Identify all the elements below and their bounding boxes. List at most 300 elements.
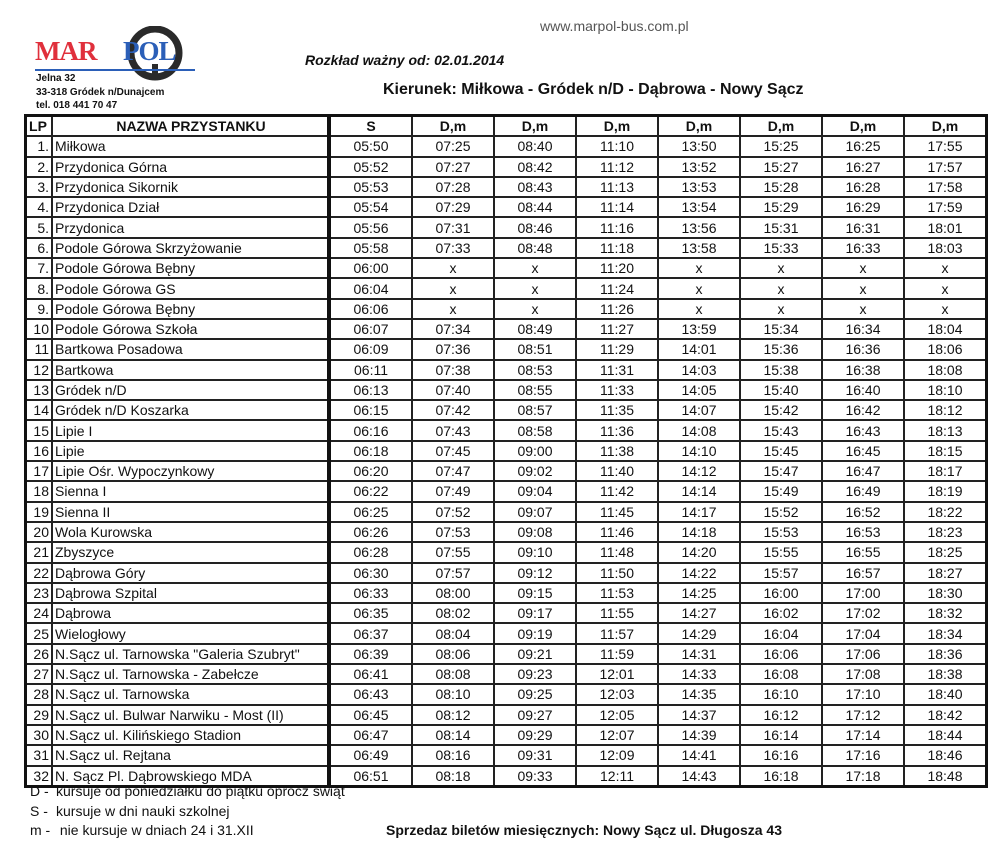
departure-time: 16:43 [822,420,904,440]
stop-name: N.Sącz ul. Bulwar Narwiku - Most (II) [52,705,329,725]
table-row [26,258,987,278]
stop-name: Sienna II [52,502,329,522]
departure-time: 05:50 [329,136,412,156]
departure-time: 08:04 [412,623,494,643]
departure-time: x [904,278,987,298]
table-row [26,278,987,298]
stop-number: 28 [26,684,53,704]
stop-name: Bartkowa [52,360,329,380]
header-departure-column: D,m [412,116,494,137]
departure-time: 18:13 [904,420,987,440]
departure-time: 08:12 [412,705,494,725]
departure-time: 09:08 [494,522,576,542]
departure-time: 08:55 [494,380,576,400]
departure-time: 06:20 [329,461,412,481]
departure-time: 18:34 [904,623,987,643]
stop-number: 11 [26,339,53,359]
departure-time: 08:00 [412,583,494,603]
departure-time: 07:28 [412,177,494,197]
table-row [26,542,987,562]
departure-time: 08:46 [494,217,576,237]
header-departure-column: D,m [904,116,987,137]
departure-time: 17:06 [822,644,904,664]
departure-time: 15:53 [740,522,822,542]
departure-time: 17:14 [822,725,904,745]
departure-time: 16:27 [822,157,904,177]
departure-time: 16:28 [822,177,904,197]
legend-key: S - [30,803,48,819]
departure-time: 11:38 [576,441,658,461]
stop-number: 14 [26,400,53,420]
departure-time: 16:18 [740,766,822,787]
timetable [24,114,988,788]
header-departure-column: S [329,116,412,137]
departure-time: 17:16 [822,745,904,765]
departure-time: 17:10 [822,684,904,704]
departure-time: 09:33 [494,766,576,787]
stop-name: Gródek n/D Koszarka [52,400,329,420]
departure-time: 18:36 [904,644,987,664]
departure-time: 11:57 [576,623,658,643]
departure-time: 11:48 [576,542,658,562]
departure-time: 09:07 [494,502,576,522]
departure-time: 18:48 [904,766,987,787]
table-row [26,157,987,177]
departure-time: 14:03 [658,360,740,380]
departure-time: 09:10 [494,542,576,562]
stop-name: Lipie [52,441,329,461]
departure-time: 12:09 [576,745,658,765]
departure-time: 06:30 [329,563,412,583]
departure-time: 11:31 [576,360,658,380]
departure-time: 14:01 [658,339,740,359]
departure-time: 15:25 [740,136,822,156]
departure-time: 08:18 [412,766,494,787]
table-row [26,136,987,156]
table-row [26,725,987,745]
departure-time: 11:24 [576,278,658,298]
table-row [26,299,987,319]
stop-name: Sienna I [52,481,329,501]
table-row [26,197,987,217]
departure-time: 07:47 [412,461,494,481]
departure-time: 14:14 [658,481,740,501]
stop-name: Gródek n/D [52,380,329,400]
table-row [26,380,987,400]
departure-time: 06:49 [329,745,412,765]
departure-time: 15:49 [740,481,822,501]
departure-time: 08:42 [494,157,576,177]
departure-time: 17:00 [822,583,904,603]
tickets-note: Sprzedaz biletów miesięcznych: Nowy Sącz ul. Długosza 43 [386,822,782,838]
departure-time: 18:30 [904,583,987,603]
departure-time: 08:08 [412,664,494,684]
departure-time: 17:55 [904,136,987,156]
stop-number: 26 [26,644,53,664]
header-departure-column: D,m [658,116,740,137]
address-city: 33-318 Gródek n/Dunajcem [36,87,165,98]
departure-time: x [658,258,740,278]
departure-time: 06:18 [329,441,412,461]
departure-time: x [658,278,740,298]
header-lp: LP [26,116,53,137]
departure-time: 06:51 [329,766,412,787]
departure-time: 08:49 [494,319,576,339]
table-row [26,745,987,765]
departure-time: 12:07 [576,725,658,745]
departure-time: 07:57 [412,563,494,583]
departure-time: 06:09 [329,339,412,359]
departure-time: 16:49 [822,481,904,501]
departure-time: 06:37 [329,623,412,643]
departure-time: 18:04 [904,319,987,339]
table-row [26,502,987,522]
departure-time: 06:16 [329,420,412,440]
stop-number: 32 [26,766,53,787]
departure-time: 05:58 [329,238,412,258]
departure-time: 14:18 [658,522,740,542]
stop-name: Podole Górowa Bębny [52,258,329,278]
departure-time: 16:52 [822,502,904,522]
departure-time: 18:03 [904,238,987,258]
departure-time: x [412,299,494,319]
stop-number: 19 [26,502,53,522]
route-direction: Kierunek: Miłkowa - Gródek n/D - Dąbrowa - Nowy Sącz [383,81,804,98]
departure-time: 16:29 [822,197,904,217]
legend-item-d [30,783,345,799]
departure-time: 07:25 [412,136,494,156]
departure-time: 08:10 [412,684,494,704]
departure-time: 09:04 [494,481,576,501]
address-street: Jelna 32 [36,73,76,84]
departure-time: 15:42 [740,400,822,420]
departure-time: 16:38 [822,360,904,380]
timetable-header-row [26,116,987,137]
stop-name: Lipie Ośr. Wypoczynkowy [52,461,329,481]
departure-time: 08:51 [494,339,576,359]
header-departure-column: D,m [740,116,822,137]
departure-time: 16:33 [822,238,904,258]
departure-time: x [740,278,822,298]
departure-time: 11:42 [576,481,658,501]
departure-time: 11:16 [576,217,658,237]
departure-time: 07:33 [412,238,494,258]
departure-time: 18:46 [904,745,987,765]
table-row [26,238,987,258]
stop-number: 7. [26,258,53,278]
stop-name: Przydonica Górna [52,157,329,177]
departure-time: 07:36 [412,339,494,359]
table-row [26,705,987,725]
departure-time: 14:07 [658,400,740,420]
departure-time: 15:34 [740,319,822,339]
departure-time: 06:41 [329,664,412,684]
departure-time: 08:44 [494,197,576,217]
departure-time: 11:14 [576,197,658,217]
departure-time: 15:33 [740,238,822,258]
departure-time: 09:12 [494,563,576,583]
departure-time: 11:33 [576,380,658,400]
departure-time: 07:53 [412,522,494,542]
departure-time: 06:33 [329,583,412,603]
departure-time: 09:27 [494,705,576,725]
stop-name: Podole Górowa GS [52,278,329,298]
departure-time: 14:27 [658,603,740,623]
departure-time: 06:47 [329,725,412,745]
departure-time: 11:55 [576,603,658,623]
departure-time: 18:25 [904,542,987,562]
departure-time: 06:43 [329,684,412,704]
departure-time: 06:00 [329,258,412,278]
departure-time: 07:52 [412,502,494,522]
stop-name: N.Sącz ul. Kilińskiego Stadion [52,725,329,745]
stop-name: Lipie I [52,420,329,440]
departure-time: 16:12 [740,705,822,725]
departure-time: 05:54 [329,197,412,217]
stop-name: N. Sącz Pl. Dąbrowskiego MDA [52,766,329,787]
departure-time: 18:32 [904,603,987,623]
departure-time: 16:25 [822,136,904,156]
departure-time: 09:19 [494,623,576,643]
departure-time: 11:26 [576,299,658,319]
departure-time: 15:29 [740,197,822,217]
departure-time: 16:47 [822,461,904,481]
departure-time: 14:37 [658,705,740,725]
header-departure-column: D,m [822,116,904,137]
departure-time: 13:54 [658,197,740,217]
departure-time: 07:29 [412,197,494,217]
stop-name: Podole Górowa Bębny [52,299,329,319]
table-row [26,360,987,380]
departure-time: 13:58 [658,238,740,258]
departure-time: 08:16 [412,745,494,765]
departure-time: 11:36 [576,420,658,440]
departure-time: 18:15 [904,441,987,461]
departure-time: 08:58 [494,420,576,440]
website-link[interactable]: www.marpol-bus.com.pl [540,18,689,34]
departure-time: x [494,278,576,298]
departure-time: 18:38 [904,664,987,684]
departure-time: 11:10 [576,136,658,156]
departure-time: 14:43 [658,766,740,787]
stop-number: 10 [26,319,53,339]
departure-time: 07:42 [412,400,494,420]
departure-time: 08:06 [412,644,494,664]
departure-time: 14:08 [658,420,740,440]
stop-name: N.Sącz ul. Rejtana [52,745,329,765]
stop-number: 29 [26,705,53,725]
table-row [26,481,987,501]
table-row [26,319,987,339]
departure-time: 07:38 [412,360,494,380]
departure-time: 15:55 [740,542,822,562]
stop-number: 25 [26,623,53,643]
legend-text: kursuje w dni nauki szkolnej [56,803,230,819]
stop-number: 27 [26,664,53,684]
departure-time: 06:22 [329,481,412,501]
departure-time: 14:10 [658,441,740,461]
departure-time: 07:27 [412,157,494,177]
departure-time: 18:27 [904,563,987,583]
departure-time: 18:22 [904,502,987,522]
legend-text: kursuje od poniedziałku do piątku oprócz świąt [56,783,345,799]
departure-time: 09:17 [494,603,576,623]
departure-time: 16:08 [740,664,822,684]
departure-time: 15:28 [740,177,822,197]
departure-time: 14:39 [658,725,740,745]
departure-time: 16:53 [822,522,904,542]
departure-time: 11:50 [576,563,658,583]
departure-time: x [822,278,904,298]
departure-time: 14:35 [658,684,740,704]
departure-time: 16:40 [822,380,904,400]
departure-time: 16:02 [740,603,822,623]
table-row [26,217,987,237]
departure-time: 06:35 [329,603,412,623]
header-departure-column: D,m [494,116,576,137]
valid-from: Rozkład ważny od: 02.01.2014 [305,52,505,68]
departure-time: 14:25 [658,583,740,603]
departure-time: x [822,299,904,319]
departure-time: 17:02 [822,603,904,623]
stop-number: 17 [26,461,53,481]
departure-time: x [658,299,740,319]
stop-number: 8. [26,278,53,298]
departure-time: 06:25 [329,502,412,522]
departure-time: 18:40 [904,684,987,704]
stop-number: 5. [26,217,53,237]
stop-number: 4. [26,197,53,217]
stop-number: 18 [26,481,53,501]
departure-time: 14:31 [658,644,740,664]
departure-time: 06:06 [329,299,412,319]
departure-time: 08:40 [494,136,576,156]
departure-time: 06:39 [329,644,412,664]
stop-number: 13 [26,380,53,400]
table-row [26,684,987,704]
departure-time: x [494,258,576,278]
departure-time: x [822,258,904,278]
departure-time: 13:53 [658,177,740,197]
table-row [26,177,987,197]
departure-time: 15:52 [740,502,822,522]
departure-time: 14:12 [658,461,740,481]
departure-time: 11:12 [576,157,658,177]
stop-name: Podole Górowa Szkoła [52,319,329,339]
departure-time: 11:45 [576,502,658,522]
departure-time: 09:29 [494,725,576,745]
departure-time: 18:23 [904,522,987,542]
table-row [26,461,987,481]
legend-key: D - [30,783,49,799]
departure-time: 12:01 [576,664,658,684]
departure-time: 16:31 [822,217,904,237]
legend-key: m - [30,822,51,838]
departure-time: 17:18 [822,766,904,787]
stop-number: 24 [26,603,53,623]
departure-time: 17:58 [904,177,987,197]
departure-time: 17:59 [904,197,987,217]
departure-time: 15:36 [740,339,822,359]
departure-time: 12:05 [576,705,658,725]
departure-time: 18:01 [904,217,987,237]
departure-time: 14:33 [658,664,740,684]
departure-time: 07:34 [412,319,494,339]
departure-time: 13:59 [658,319,740,339]
departure-time: 17:08 [822,664,904,684]
departure-time: 17:12 [822,705,904,725]
departure-time: 14:22 [658,563,740,583]
stop-name: N.Sącz ul. Tarnowska - Zabełcze [52,664,329,684]
departure-time: 06:26 [329,522,412,542]
departure-time: 18:17 [904,461,987,481]
departure-time: 06:15 [329,400,412,420]
departure-time: 06:07 [329,319,412,339]
departure-time: 15:38 [740,360,822,380]
departure-time: 15:40 [740,380,822,400]
departure-time: 15:47 [740,461,822,481]
departure-time: 12:11 [576,766,658,787]
departure-time: 18:06 [904,339,987,359]
departure-time: 11:35 [576,400,658,420]
table-row [26,623,987,643]
departure-time: 16:36 [822,339,904,359]
table-row [26,420,987,440]
departure-time: 13:56 [658,217,740,237]
table-row [26,664,987,684]
departure-time: 08:02 [412,603,494,623]
table-row [26,400,987,420]
departure-time: 05:56 [329,217,412,237]
departure-time: 16:04 [740,623,822,643]
header-stop-name: NAZWA PRZYSTANKU [52,116,329,137]
departure-time: 18:19 [904,481,987,501]
departure-time: 14:29 [658,623,740,643]
stop-name: Dąbrowa Góry [52,563,329,583]
departure-time: 07:49 [412,481,494,501]
stop-name: Przydonica Dział [52,197,329,217]
departure-time: 16:55 [822,542,904,562]
stop-number: 9. [26,299,53,319]
stop-number: 22 [26,563,53,583]
legend-item-s [30,803,230,819]
departure-time: 09:15 [494,583,576,603]
departure-time: 09:02 [494,461,576,481]
departure-time: 07:55 [412,542,494,562]
departure-time: 09:31 [494,745,576,765]
stop-number: 15 [26,420,53,440]
stop-number: 23 [26,583,53,603]
table-row [26,583,987,603]
departure-time: 14:05 [658,380,740,400]
table-row [26,441,987,461]
stop-name: Wielogłowy [52,623,329,643]
departure-time: 15:57 [740,563,822,583]
departure-time: 17:57 [904,157,987,177]
address-phone: tel. 018 441 70 47 [36,100,118,111]
departure-time: 08:53 [494,360,576,380]
stop-number: 30 [26,725,53,745]
departure-time: 11:46 [576,522,658,542]
departure-time: 09:21 [494,644,576,664]
departure-time: 18:42 [904,705,987,725]
stop-number: 16 [26,441,53,461]
departure-time: 06:28 [329,542,412,562]
departure-time: 07:43 [412,420,494,440]
legend-text: nie kursuje w dniach 24 i 31.XII [56,822,254,838]
departure-time: 14:41 [658,745,740,765]
stop-name: Przydonica Sikornik [52,177,329,197]
